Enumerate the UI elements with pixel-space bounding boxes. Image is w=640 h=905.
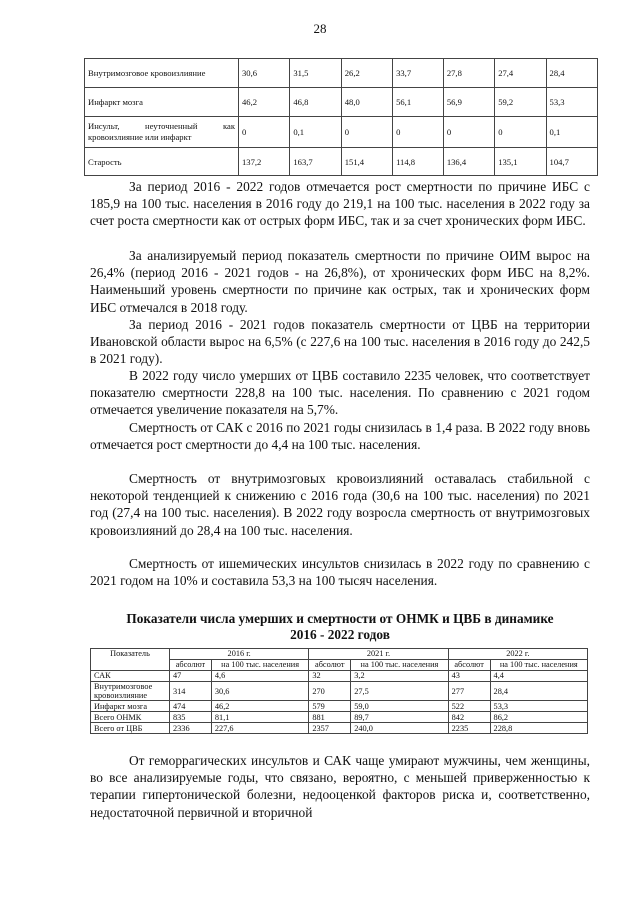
header-year: 2016 г.	[170, 649, 309, 660]
table-cell: 277	[448, 682, 490, 701]
table-cell: 228,8	[490, 723, 587, 734]
table-cell: 0	[495, 117, 546, 148]
table-row	[85, 148, 598, 176]
paragraph-ischemic: Смертность от ишемических инсультов снизилась в 2022 году по сравнению с 2021 годом на 10% и составила 53,3 на 100 тысяч населения.	[90, 556, 590, 589]
table-cell: 56,1	[393, 88, 444, 117]
table-cell: 0	[341, 117, 392, 148]
table-cell: 2235	[448, 723, 490, 734]
table-cell: 0	[393, 117, 444, 148]
table-cell: 136,4	[443, 148, 494, 176]
table-cell: 27,8	[443, 59, 494, 88]
row-label: Инсульт, неуточненный как кровоизлияние или инфаркт	[85, 117, 239, 148]
table-cell: 33,7	[393, 59, 444, 88]
table-cell: 579	[309, 701, 351, 712]
header-year: 2022 г.	[448, 649, 587, 660]
caption-line-2: 2016 - 2022 годов	[290, 627, 390, 642]
caption-line-1: Показатели числа умерших и смертности от ОНМК и ЦВБ в динамике	[126, 611, 554, 626]
table-cell: 46,2	[239, 88, 290, 117]
page-number: 28	[313, 21, 327, 36]
table-cell: 4,6	[211, 671, 308, 682]
subheader-rate: на 100 тыс. населения	[490, 660, 587, 671]
table-cell: 46,8	[290, 88, 341, 117]
table-row	[85, 88, 598, 117]
table-cell: 27,4	[495, 59, 546, 88]
table-cell: 59,0	[351, 701, 448, 712]
subheader-rate: на 100 тыс. населения	[211, 660, 308, 671]
table-cell: 81,1	[211, 712, 308, 723]
row-label: Инфаркт мозга	[85, 88, 239, 117]
subheader-absolute: абсолют	[448, 660, 490, 671]
mortality-causes-table	[84, 58, 598, 176]
table-cell: 474	[170, 701, 212, 712]
row-label: Старость	[85, 148, 239, 176]
paragraph-oim: За анализируемый период показатель смертности по причине ОИМ вырос на 26,4% (период 2016 - 2021 годов - на 26,8%), от хронических форм ИБС на 8,2%. Наименьший уровень смертности по причине как острых, так и хронических форм ИБС отмечался в 2018 году.	[90, 248, 590, 315]
table-cell: 227,6	[211, 723, 308, 734]
table-cell: 47	[170, 671, 212, 682]
table-cell: 0	[239, 117, 290, 148]
table-cell: 43	[448, 671, 490, 682]
header-indicator: Показатель	[91, 649, 170, 671]
table-cell: 48,0	[341, 88, 392, 117]
paragraph-ich: Смертность от внутримозговых кровоизлияний оставалась стабильной с некоторой тенденцией к снижению с 2016 года (30,6 на 100 тыс. населения) по 2021 год (27,4 на 100 тыс. населения). В 2022 году возросла смертность от внутримозговых кровоизлияний до 28,4 на 100 тыс. населения.	[90, 471, 590, 538]
row-label: Всего от ЦВБ	[91, 723, 170, 734]
table-cell: 522	[448, 701, 490, 712]
table-cell: 114,8	[393, 148, 444, 176]
table-cell: 31,5	[290, 59, 341, 88]
table-row	[91, 712, 588, 723]
table-cell: 59,2	[495, 88, 546, 117]
subheader-rate: на 100 тыс. населения	[351, 660, 448, 671]
table-cell: 881	[309, 712, 351, 723]
paragraph-hemorrhagic: От геморрагических инсультов и САК чаще умирают мужчины, чем женщины, во все анализируемые годы, что связано, вероятно, с меньшей приверженностью к терапии гипертонической болезни, недооценкой факторов риска и, соответственно, недостаточной первичной и вторичной	[90, 753, 590, 820]
table-cell: 4,4	[490, 671, 587, 682]
table-cell: 30,6	[239, 59, 290, 88]
table-cell: 104,7	[546, 148, 597, 176]
table-cell: 137,2	[239, 148, 290, 176]
subheader-absolute: абсолют	[309, 660, 351, 671]
table-cell: 842	[448, 712, 490, 723]
table-cell: 151,4	[341, 148, 392, 176]
table-cell: 46,2	[211, 701, 308, 712]
table-cell: 135,1	[495, 148, 546, 176]
table-cell: 0,1	[546, 117, 597, 148]
table-row	[91, 682, 588, 701]
table-cell: 56,9	[443, 88, 494, 117]
table-cell: 163,7	[290, 148, 341, 176]
table-cell: 86,2	[490, 712, 587, 723]
header-year: 2021 г.	[309, 649, 448, 660]
table-cell: 314	[170, 682, 212, 701]
paragraph-ibs-trend: За период 2016 - 2022 годов отмечается рост смертности по причине ИБС с 185,9 на 100 тыс. населения в 2016 году до 219,1 на 100 тыс. населения в 2022 году за счет роста смертности как от острых форм ИБС, так и за счет хронических форм ИБС.	[90, 179, 590, 229]
table-row	[85, 59, 598, 88]
row-label: Всего ОНМК	[91, 712, 170, 723]
table-cell: 28,4	[490, 682, 587, 701]
table-cell: 27,5	[351, 682, 448, 701]
row-label: Внутримозговое кровоизлияние	[91, 682, 170, 701]
table-cell: 2357	[309, 723, 351, 734]
table-cell: 28,4	[546, 59, 597, 88]
row-label: Инфаркт мозга	[91, 701, 170, 712]
table-cell: 2336	[170, 723, 212, 734]
table-cell: 0,1	[290, 117, 341, 148]
table-row	[85, 117, 598, 148]
table-cell: 53,3	[546, 88, 597, 117]
paragraph-sah: Смертность от САК с 2016 по 2021 годы снизилась в 1,4 раза. В 2022 году вновь отмечается рост смертности до 4,4 на 100 тыс. населения.	[90, 420, 590, 453]
table-row	[91, 701, 588, 712]
table-cell: 53,3	[490, 701, 587, 712]
table-header-row	[91, 649, 588, 660]
table-row	[91, 671, 588, 682]
table-cell: 240,0	[351, 723, 448, 734]
table-cell: 835	[170, 712, 212, 723]
table-cell: 0	[443, 117, 494, 148]
table-cell: 270	[309, 682, 351, 701]
subheader-absolute: абсолют	[170, 660, 212, 671]
row-label: САК	[91, 671, 170, 682]
table-cell: 89,7	[351, 712, 448, 723]
table-cell: 30,6	[211, 682, 308, 701]
table-row	[91, 723, 588, 734]
paragraph-cvd-trend: За период 2016 - 2021 годов показатель смертности от ЦВБ на территории Ивановской области вырос на 6,5% (с 227,6 на 100 тыс. населения в 2016 году до 242,5 в 2021 году).	[90, 317, 590, 367]
onmk-cvd-table	[90, 648, 588, 734]
table-cell: 3,2	[351, 671, 448, 682]
table-cell: 26,2	[341, 59, 392, 88]
table-cell: 32	[309, 671, 351, 682]
row-label: Внутримозговое кровоизлияние	[85, 59, 239, 88]
table-caption	[80, 611, 600, 643]
paragraph-cvd-2022: В 2022 году число умерших от ЦВБ составило 2235 человек, что соответствует показателю смертности 228,8 на 100 тыс. населения. По сравнению с 2021 годом отмечается увеличение показателя на 5,7%.	[90, 368, 590, 418]
